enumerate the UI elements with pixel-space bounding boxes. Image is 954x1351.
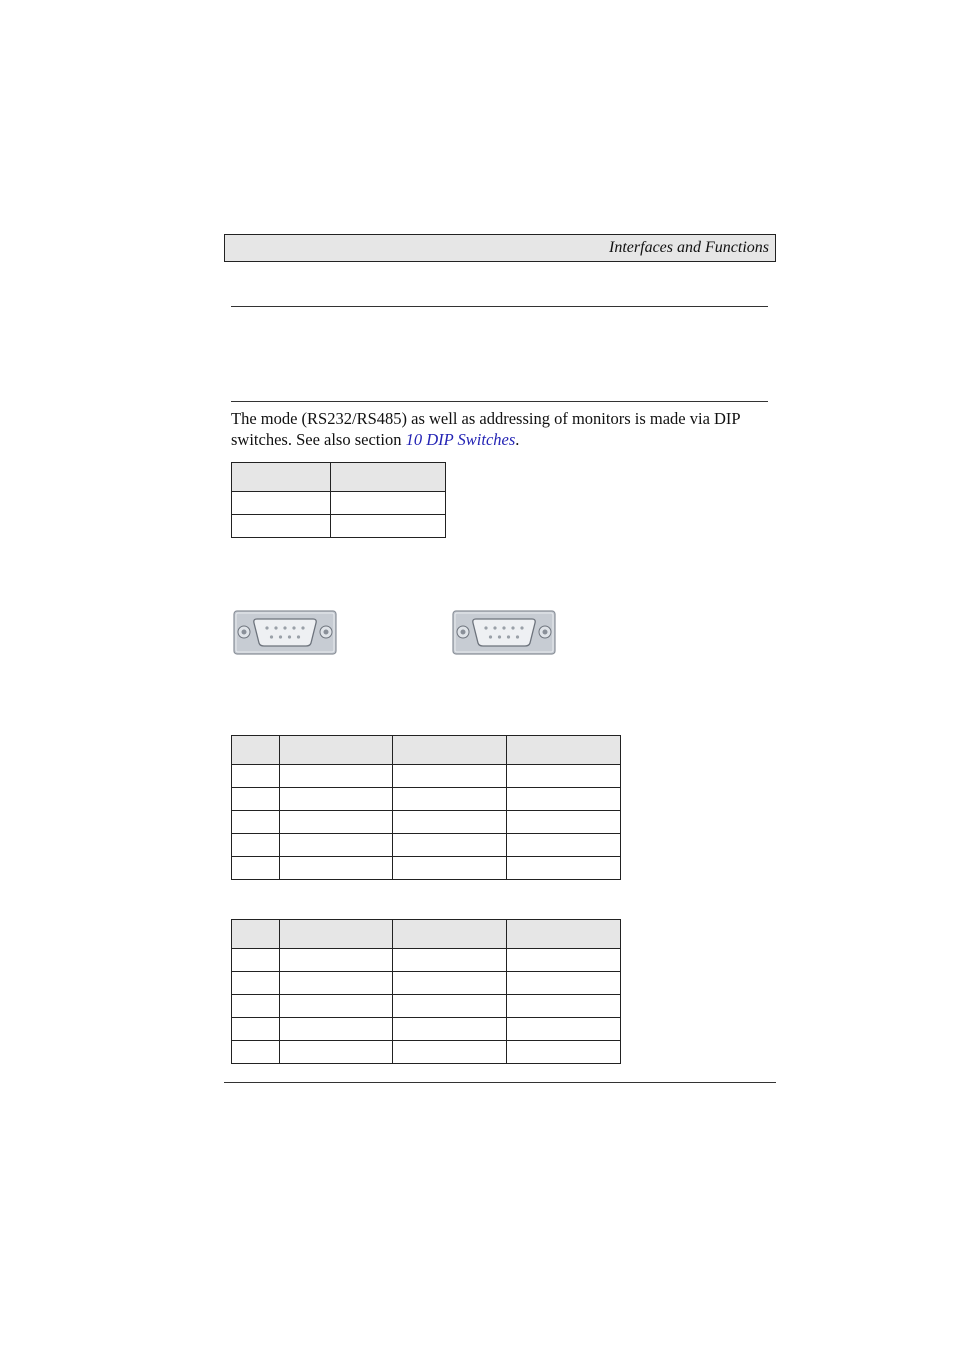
table-row	[232, 1041, 621, 1064]
table-row	[232, 834, 621, 857]
table-row	[232, 463, 446, 492]
table-row	[232, 811, 621, 834]
table-row	[232, 1018, 621, 1041]
section-rule-bottom	[231, 401, 768, 402]
section-rule-top	[231, 306, 768, 307]
intro-paragraph	[231, 408, 771, 450]
table-row	[232, 995, 621, 1018]
table-row	[232, 765, 621, 788]
table-row	[232, 492, 446, 515]
table-row	[232, 788, 621, 811]
header-title: Interfaces and Functions	[609, 239, 769, 256]
dsub-9-connector-icon	[452, 610, 556, 655]
table-row	[232, 949, 621, 972]
footer-rule	[224, 1082, 776, 1083]
intro-text: The mode (RS232/RS485) as well as addressing of monitors is made via DIP switches. See also section	[231, 409, 740, 449]
table-row	[232, 972, 621, 995]
table-row	[232, 857, 621, 880]
page-header	[224, 234, 776, 262]
table-row	[232, 515, 446, 538]
mode-table	[231, 462, 446, 538]
dip-switches-link[interactable]: 10 DIP Switches	[405, 430, 516, 449]
pinout-table-1	[231, 735, 621, 880]
table-row	[232, 736, 621, 765]
pinout-table-2	[231, 919, 621, 1064]
dsub-9-connector-icon	[233, 610, 337, 655]
table-row	[232, 920, 621, 949]
intro-text-end: .	[515, 430, 520, 449]
